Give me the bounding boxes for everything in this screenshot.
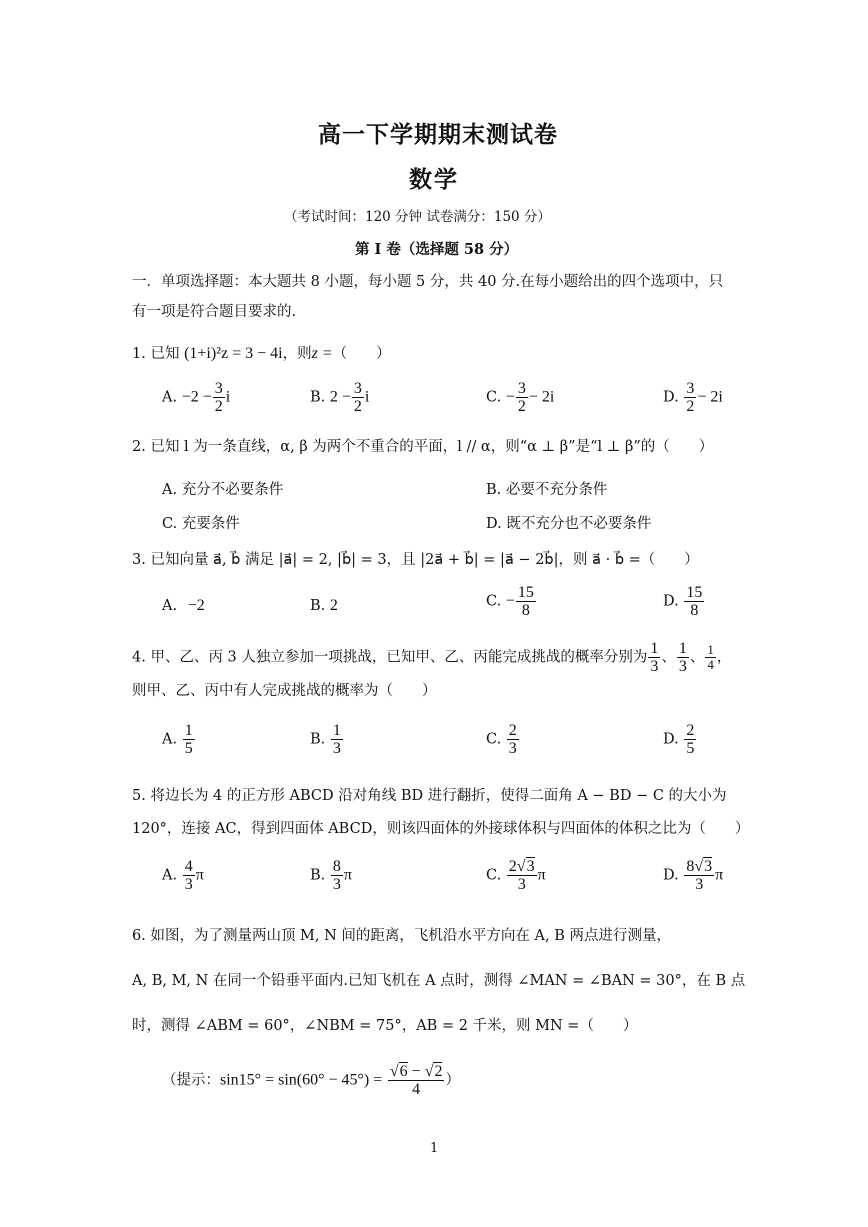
question-number: 5. <box>132 788 146 804</box>
option-value: 2 <box>329 597 338 614</box>
fraction <box>183 722 195 757</box>
question-number: 6. <box>132 928 146 944</box>
question-text: 已知 <box>150 346 180 362</box>
fraction-denominator: 3 <box>332 740 341 757</box>
option-label: A. <box>162 731 178 748</box>
q2-option-b: B. 必要不充分条件 <box>486 482 608 498</box>
sqrt-radicand: 3 <box>704 858 713 875</box>
math-expression: (1+i)²z = 3 − 4i <box>184 345 283 362</box>
fraction-denominator: 8 <box>521 602 530 619</box>
fraction-denominator: 3 <box>508 740 517 757</box>
fraction-denominator: 8 <box>690 602 699 619</box>
coefficient: 2 <box>508 858 517 875</box>
fraction-numerator: 3 <box>353 380 362 397</box>
option-label: A. <box>162 867 178 884</box>
fraction-denominator: 4 <box>412 1081 421 1098</box>
q5-option-c <box>486 858 546 893</box>
separator: 、 <box>661 649 676 666</box>
pi-symbol: π <box>715 866 724 884</box>
question-text: 已知向量 a⃗, b⃗ 满足 |a⃗| = 2, |b⃗| = 3，且 |2a⃗ + b⃗| = |a⃗ − 2b⃗|，则 a⃗ · b⃗ =（ ） <box>150 552 699 568</box>
instructions-line-2: 有一项是符合题目要求的. <box>132 304 297 320</box>
fraction <box>213 380 225 415</box>
q4-option-b <box>310 722 344 757</box>
fraction <box>684 380 696 415</box>
option-post: i <box>225 388 231 406</box>
option-pre: 2 − <box>329 388 351 406</box>
option-label: D. <box>663 867 679 884</box>
fraction-denominator: 2 <box>214 398 223 415</box>
option-label: D. <box>663 731 679 748</box>
question-5-stem-line-1 <box>132 787 727 805</box>
option-label: C. <box>486 389 502 406</box>
option-label: B. <box>310 867 326 884</box>
fraction-denominator: 3 <box>650 658 659 675</box>
fraction-numerator: 15 <box>686 584 703 601</box>
question-3-stem <box>132 551 699 569</box>
option-label: A. <box>162 598 178 614</box>
q1-option-d <box>663 380 723 415</box>
question-number: 1. <box>132 346 146 362</box>
option-post: i <box>364 388 370 406</box>
q3-option-c <box>486 584 537 619</box>
option-label: A. <box>162 389 178 406</box>
fraction-numerator: √6 − √2 <box>389 1063 443 1080</box>
question-1-stem <box>132 345 391 363</box>
fraction-denominator: 3 <box>517 876 526 893</box>
option-value: −2 <box>187 597 205 614</box>
fraction <box>507 722 519 757</box>
fraction-denominator: 2 <box>353 398 362 415</box>
instructions <box>132 273 723 321</box>
exam-title: 高一下学期期末测试卷 <box>318 121 558 148</box>
question-number: 4. <box>132 649 146 666</box>
q2-option-d: D. 既不充分也不必要条件 <box>486 516 652 532</box>
question-6-stem-line-1 <box>132 927 671 945</box>
sqrt-radicand: 2 <box>434 1063 443 1080</box>
fraction-denominator: 4 <box>707 657 714 672</box>
q5-option-a <box>162 858 204 893</box>
option-label: B. <box>310 598 326 614</box>
question-number: 3. <box>132 552 146 568</box>
fraction-numerator: 4 <box>184 858 193 875</box>
option-label: B. <box>310 389 326 406</box>
question-6-stem-line-2: A, B, M, N 在同一个铅垂平面内.已知飞机在 A 点时，测得 ∠MAN = ∠BAN = 30°，在 B 点 <box>132 973 746 989</box>
q2-option-c: C. 充要条件 <box>162 516 240 532</box>
fraction <box>331 858 343 893</box>
q5-option-b <box>310 858 352 893</box>
fraction-numerator: 8√3 <box>686 858 713 875</box>
question-4-stem-line-2: 则甲、乙、丙中有人完成挑战的概率为（ ） <box>132 683 437 699</box>
fraction-numerator: 3 <box>517 380 526 397</box>
exam-info: （考试时间：120 分钟 试卷满分：150 分） <box>284 209 551 225</box>
sqrt-radicand: 3 <box>526 858 535 875</box>
option-label: D. <box>663 389 679 406</box>
fraction-numerator: 2√3 <box>508 858 535 875</box>
q1-option-a <box>162 380 230 415</box>
instructions-line-1: 一．单项选择题：本大题共 8 小题，每小题 5 分，共 40 分.在每小题给出的四个选项中，只 <box>132 274 724 290</box>
q5-option-d <box>663 858 723 893</box>
pi-symbol: π <box>343 866 352 884</box>
option-pre: − <box>505 592 515 610</box>
q4-option-c <box>486 722 520 757</box>
fraction-denominator: 3 <box>332 876 341 893</box>
fraction-numerator: 15 <box>517 584 534 601</box>
exam-subject: 数学 <box>409 166 459 193</box>
question-text: 如图，为了测量两山顶 M, N 间的距离，飞机沿水平方向在 A, B 两点进行测量， <box>150 928 671 944</box>
question-2-stem <box>132 438 713 456</box>
separator: 、 <box>689 649 705 666</box>
hint-prefix: （提示： <box>162 1072 220 1089</box>
question-text: 将边长为 4 的正方形 ABCD 沿对角线 BD 进行翻折，使得二面角 A − BD − C 的大小为 <box>150 788 727 804</box>
option-label: B. <box>310 731 326 748</box>
separator: ， <box>716 649 732 666</box>
section-title: 第 I 卷（选择题 58 分） <box>355 241 519 258</box>
fraction-numerator: 1 <box>332 722 341 739</box>
option-post: − 2i <box>528 388 555 406</box>
q3-option-a <box>162 597 205 615</box>
fraction-numerator: 2 <box>508 722 517 739</box>
fraction-numerator: 1 <box>184 722 193 739</box>
option-label: C. <box>486 731 502 748</box>
q4-option-d <box>663 722 697 757</box>
fraction <box>705 643 716 672</box>
fraction <box>684 858 714 893</box>
fraction-numerator: 2 <box>686 722 695 739</box>
option-label: C. <box>486 867 502 884</box>
sqrt-radicand: 6 <box>399 1063 408 1080</box>
q3-option-b <box>310 597 338 615</box>
option-pre: − <box>505 388 515 406</box>
question-text: 甲、乙、丙 3 人独立参加一项挑战，已知甲、乙、丙能完成挑战的概率分别为 <box>150 649 648 666</box>
math-variable: z = <box>311 345 333 362</box>
fraction-denominator: 3 <box>678 658 687 675</box>
option-label: D. <box>663 593 679 610</box>
q1-option-b <box>310 380 369 415</box>
coefficient: 8 <box>686 858 695 875</box>
page-number: 1 <box>430 1141 439 1156</box>
q1-option-c <box>486 380 554 415</box>
fraction <box>684 722 696 757</box>
hint-expression: sin15° = sin(60° − 45°) = <box>220 1071 383 1089</box>
question-number: 2. <box>132 439 146 455</box>
fraction <box>388 1063 445 1098</box>
answer-bracket: （ ） <box>332 346 391 362</box>
fraction <box>516 584 536 619</box>
fraction-numerator: 3 <box>214 380 223 397</box>
hint-suffix: ） <box>445 1072 460 1089</box>
fraction-denominator: 3 <box>695 876 704 893</box>
question-6-hint <box>162 1063 460 1098</box>
fraction-numerator: 1 <box>707 642 714 657</box>
fraction <box>677 640 689 675</box>
question-4-stem-line-1 <box>132 640 731 675</box>
fraction <box>331 722 343 757</box>
pi-symbol: π <box>195 866 204 884</box>
fraction-denominator: 2 <box>686 398 695 415</box>
fraction <box>684 584 704 619</box>
fraction-denominator: 2 <box>517 398 526 415</box>
question-5-stem-line-2: 120°，连接 AC，得到四面体 ABCD，则该四面体的外接球体积与四面体的体积之比为（ ） <box>132 821 750 837</box>
q4-option-a <box>162 722 196 757</box>
fraction <box>183 858 195 893</box>
fraction-numerator: 8 <box>332 858 341 875</box>
option-pre: −2 − <box>181 388 212 406</box>
fraction-numerator: 3 <box>686 380 695 397</box>
minus-sign: − <box>407 1063 425 1080</box>
question-text: ，则 <box>282 346 312 362</box>
question-6-stem-line-3: 时，测得 ∠ABM = 60°，∠NBM = 75°，AB = 2 千米，则 MN =（ ） <box>132 1018 638 1034</box>
pi-symbol: π <box>537 866 546 884</box>
q3-option-d <box>663 584 705 619</box>
fraction <box>648 640 660 675</box>
fraction <box>507 858 537 893</box>
option-post: − 2i <box>697 388 723 406</box>
fraction-numerator: 1 <box>650 640 659 657</box>
fraction-denominator: 5 <box>686 740 695 757</box>
q2-option-a: A. 充分不必要条件 <box>162 482 284 498</box>
fraction <box>516 380 528 415</box>
fraction-numerator: 1 <box>678 640 687 657</box>
fraction <box>352 380 364 415</box>
question-text: 已知 l 为一条直线，α, β 为两个不重合的平面，l // α，则“α ⊥ β”是“l ⊥ β”的（ ） <box>150 439 714 455</box>
option-label: C. <box>486 593 502 610</box>
fraction-denominator: 5 <box>184 740 193 757</box>
fraction-denominator: 3 <box>184 876 193 893</box>
